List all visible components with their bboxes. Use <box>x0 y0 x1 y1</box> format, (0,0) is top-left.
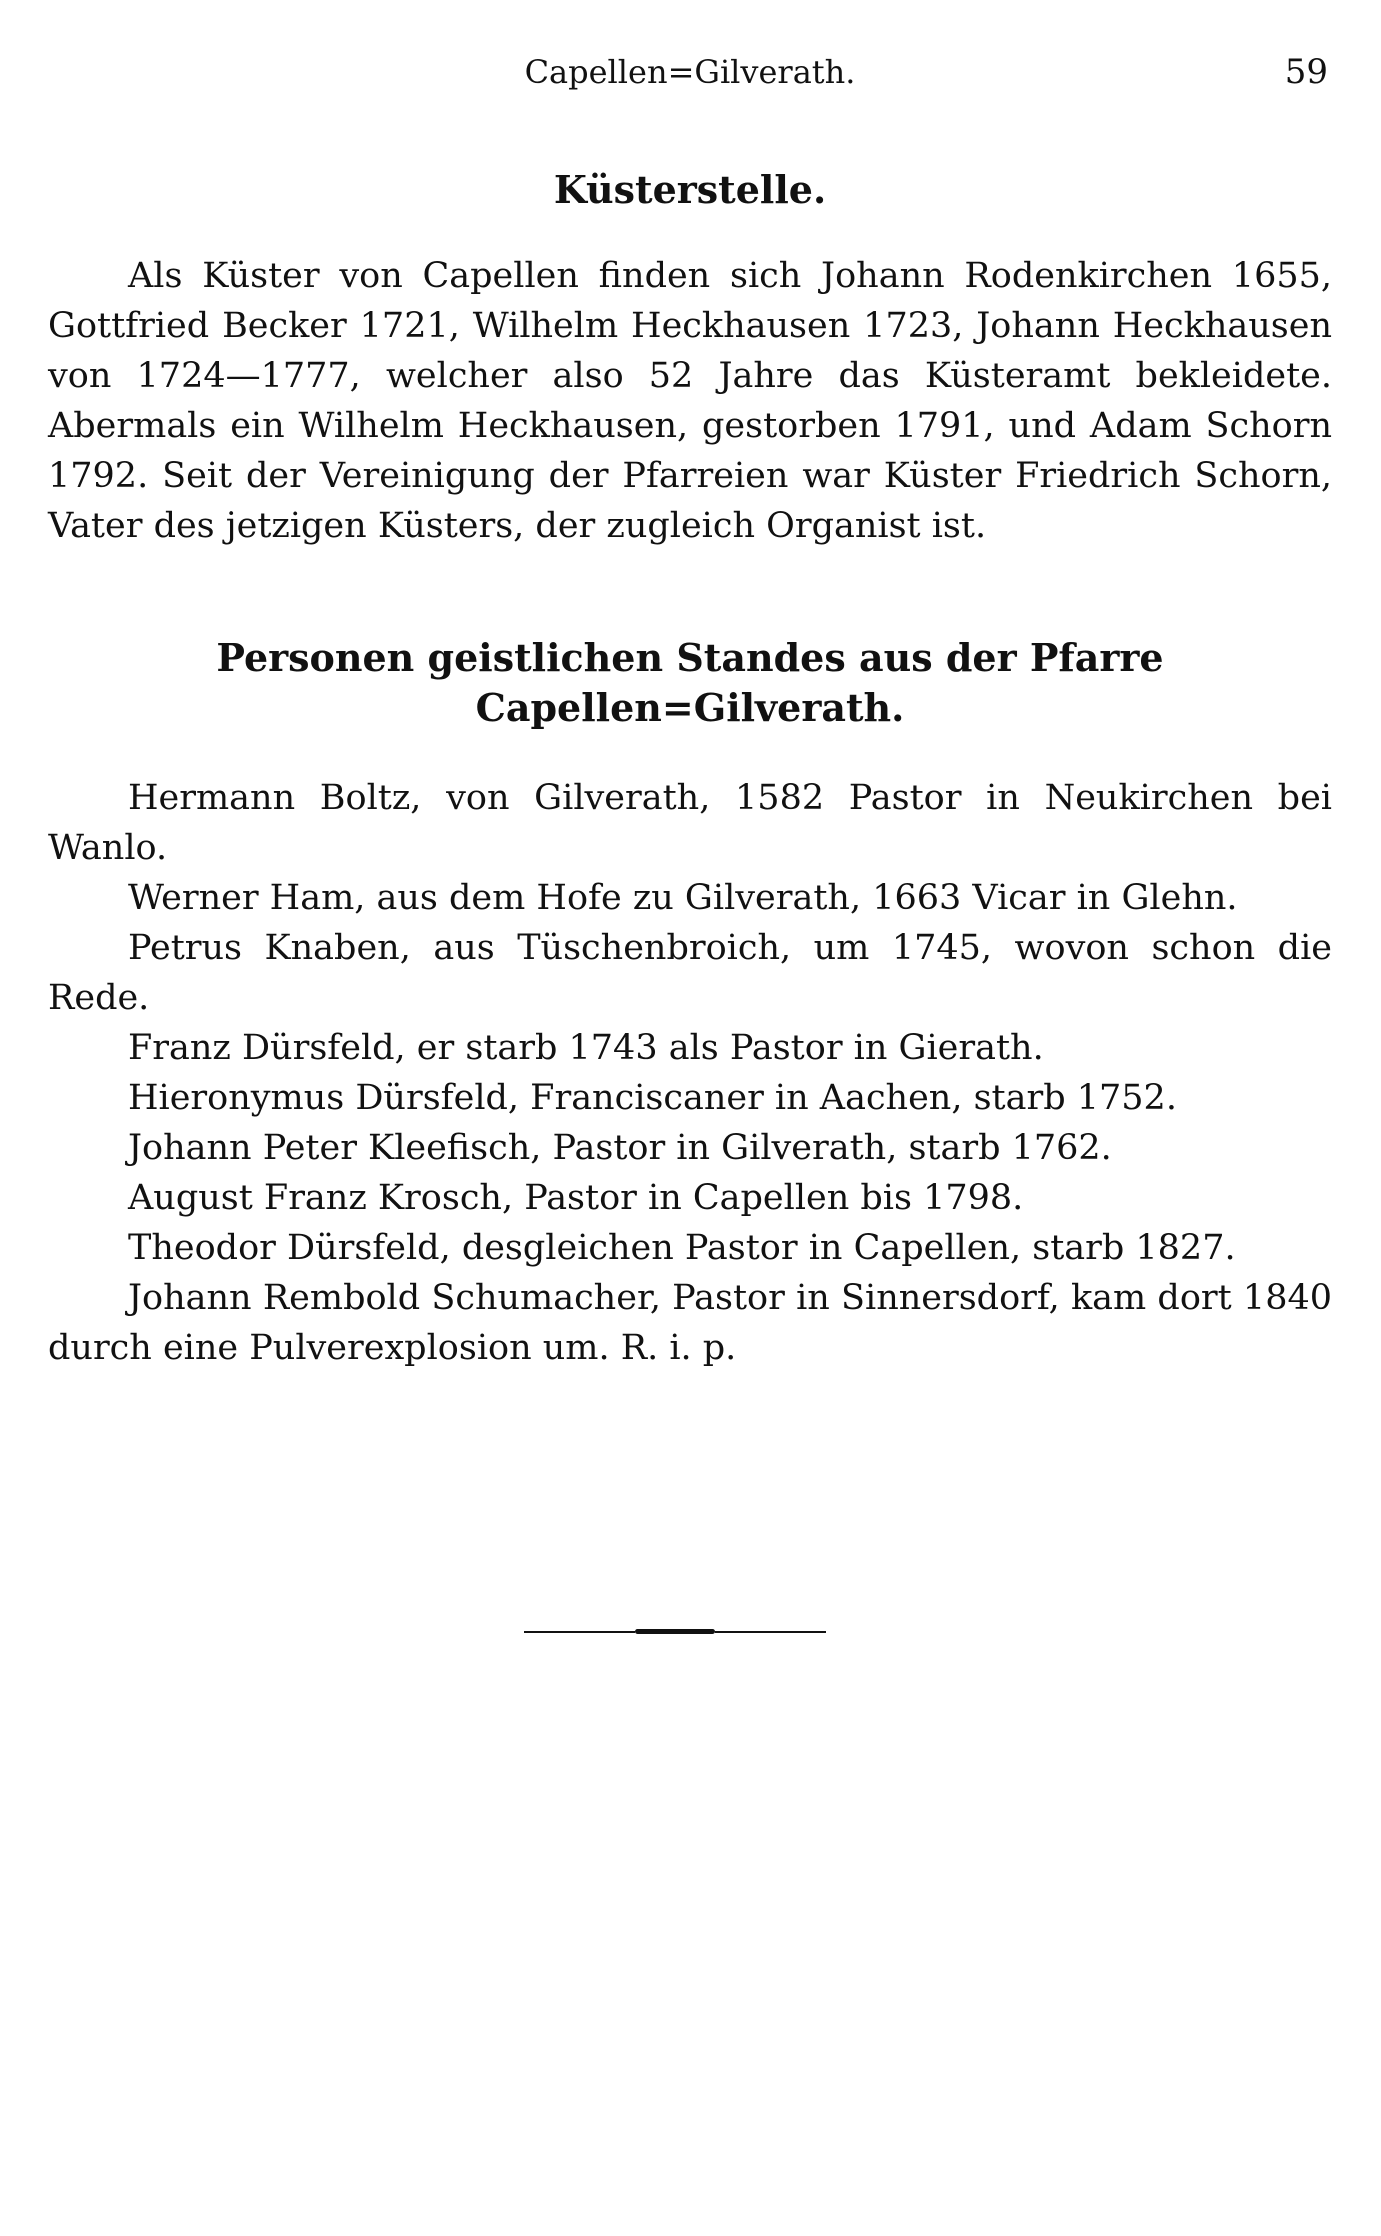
page-number: 59 <box>1284 52 1328 92</box>
clergy-entry: August Franz Krosch, Pastor in Capellen bis 1798. <box>128 1178 1024 1218</box>
rule-right <box>715 1631 826 1633</box>
clergy-entry: Franz Dürsfeld, er starb 1743 als Pastor in Gierath. <box>128 1028 1044 1068</box>
section-heading-kuesterstelle: Küsterstelle. <box>553 167 827 212</box>
clergy-entry: Johann Peter Kleefisch, Pastor in Gilverath, starb 1762. <box>128 1128 1112 1168</box>
rule-left <box>524 1631 635 1633</box>
section-end-rule <box>524 1630 826 1633</box>
clergy-entry: Theodor Dürsfeld, desgleichen Pastor in Capellen, starb 1827. <box>128 1228 1236 1268</box>
clergy-entry: Werner Ham, aus dem Hofe zu Gilverath, 1663 Vicar in Glehn. <box>128 878 1238 918</box>
clergy-entry: Hieronymus Dürsfeld, Franciscaner in Aachen, starb 1752. <box>128 1078 1177 1118</box>
clergy-entry: Johann Rembold Schumacher, Pastor in Sinnersdorf, kam dort 1840 durch eine Pulverexplosion um. R. i. p. <box>48 1278 1332 1368</box>
rule-ornament <box>635 1629 715 1634</box>
paragraph-kuesterstelle: Als Küster von Capellen finden sich Johann Rodenkirchen 1655, Gottfried Becker 1721, Wilhelm Heckhausen 1723, Johann Heckhausen von 1724—1777, welcher also 52 Jahre das Küsteramt bekleidete. Abermals ein Wilhelm Heckhausen, gestorben 1791, und Adam Schorn 1792. Seit der Vereinigung der Pfarreien war Küster Friedrich Schorn, Vater des jetzigen Küsters, der zugleich Organist ist. <box>48 256 1332 546</box>
section-heading-personen: Personen geistlichen Standes aus der Pfarre Capellen=Gilverath. <box>216 635 1164 730</box>
running-head <box>0 48 1381 96</box>
clergy-list <box>48 773 1332 1373</box>
running-title: Capellen=Gilverath. <box>524 53 856 91</box>
text-block <box>48 165 1332 1373</box>
clergy-entry: Petrus Knaben, aus Tüschenbroich, um 1745, wovon schon die Rede. <box>48 928 1332 1018</box>
clergy-entry: Hermann Boltz, von Gilverath, 1582 Pastor in Neukirchen bei Wanlo. <box>48 778 1332 868</box>
